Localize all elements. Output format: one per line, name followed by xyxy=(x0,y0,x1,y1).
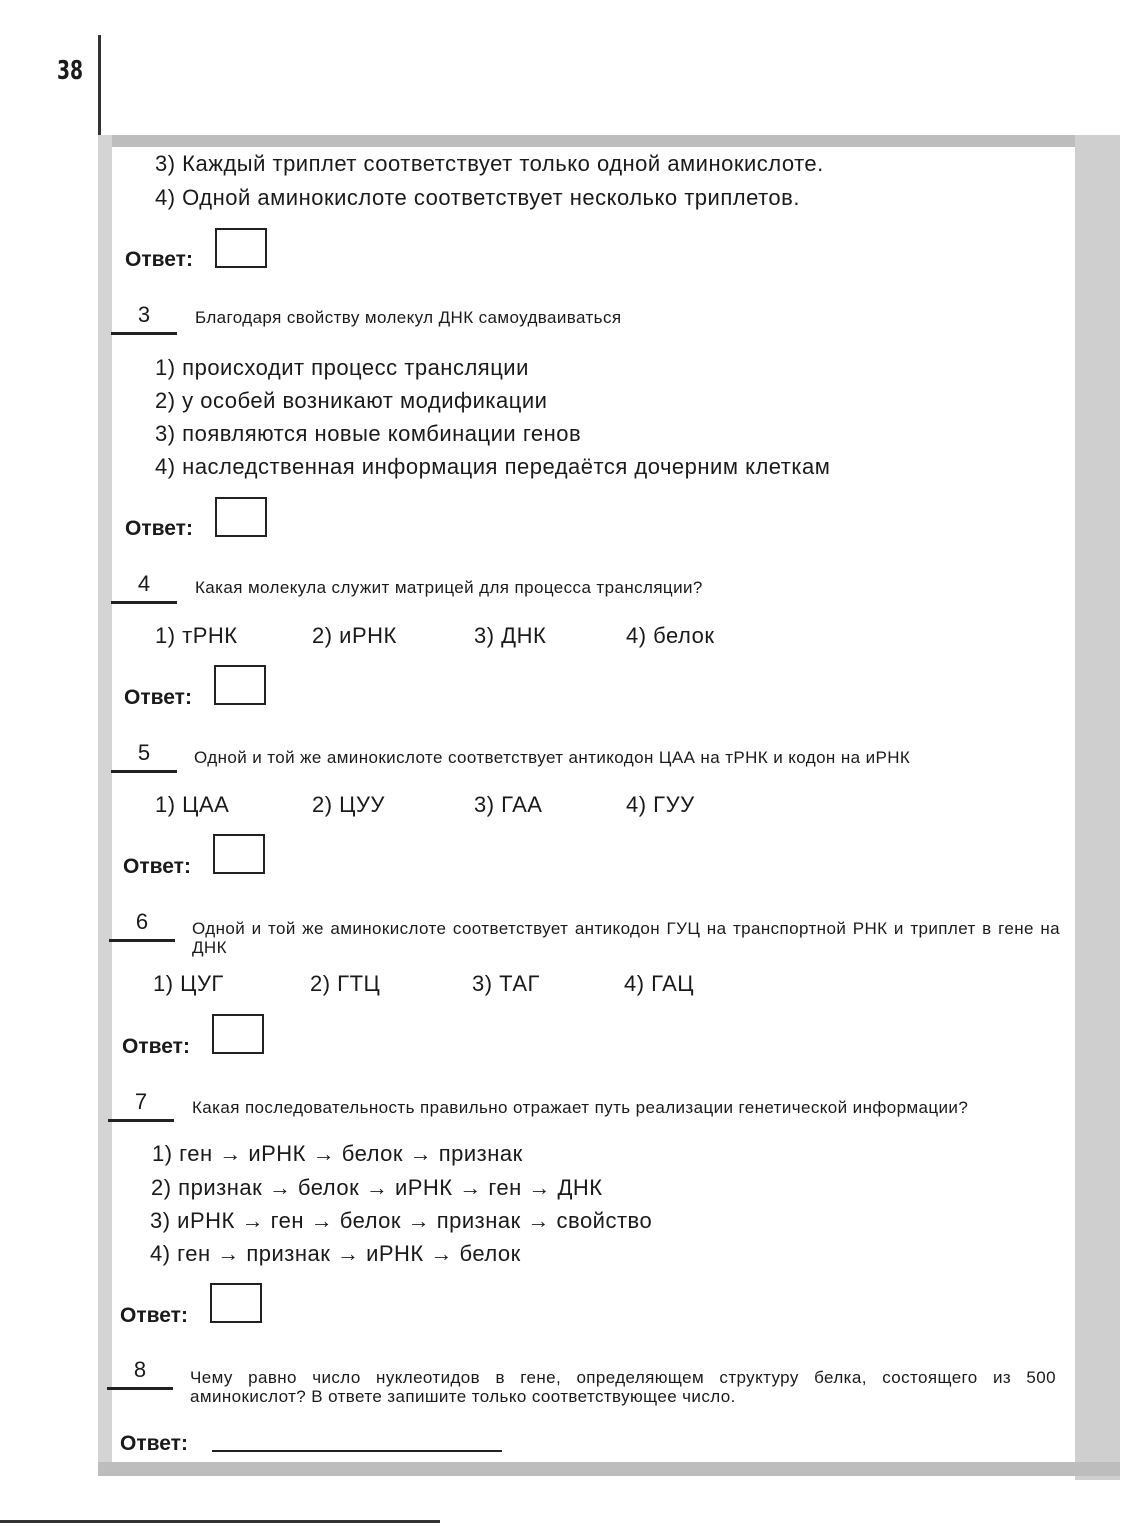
answer-label: Ответ: xyxy=(124,686,192,709)
question-text-5: Одной и той же аминокислоте соответствует антикодон ЦАА на тРНК и кодон на иРНК xyxy=(194,748,911,767)
q5-option-3: 3) ГАА xyxy=(474,792,543,817)
question-number-7: 7 xyxy=(134,1089,148,1114)
answer-line-8[interactable] xyxy=(212,1450,502,1452)
question-rule-3 xyxy=(111,332,177,335)
question-text-7: Какая последовательность правильно отражает путь реализации генетической информации? xyxy=(192,1098,969,1117)
question-number-4: 4 xyxy=(137,571,151,596)
q5-option-4: 4) ГУУ xyxy=(626,792,695,817)
q6-option-2: 2) ГТЦ xyxy=(310,971,381,996)
question-text-4: Какая молекула служит матрицей для процесса трансляции? xyxy=(195,578,703,597)
question-number-5: 5 xyxy=(137,740,151,765)
bottom-rule xyxy=(0,1520,440,1523)
q6-option-1: 1) ЦУГ xyxy=(153,971,224,996)
prev-option-4: 4) Одной аминокислоте соответствует несколько триплетов. xyxy=(155,185,800,210)
answer-box-5[interactable] xyxy=(213,834,265,874)
question-rule-8 xyxy=(107,1387,173,1390)
q7-option-4: 4) ген → признак → иРНК → белок xyxy=(150,1241,521,1266)
margin-rule xyxy=(98,35,101,135)
answer-label: Ответ: xyxy=(120,1432,188,1455)
frame-top xyxy=(98,135,1120,147)
answer-box-7[interactable] xyxy=(210,1283,262,1323)
question-number-6: 6 xyxy=(135,909,149,934)
q4-option-3: 3) ДНК xyxy=(474,623,547,648)
q7-option-3: 3) иРНК → ген → белок → признак → свойство xyxy=(150,1208,653,1233)
answer-box-4[interactable] xyxy=(214,665,266,705)
answer-label: Ответ: xyxy=(122,1035,190,1058)
q7-option-2: 2) признак → белок → иРНК → ген → ДНК xyxy=(151,1175,603,1200)
answer-label: Ответ: xyxy=(120,1304,188,1327)
page-number: 38 xyxy=(57,56,84,86)
q4-option-1: 1) тРНК xyxy=(155,623,238,648)
question-number-3: 3 xyxy=(137,302,151,327)
question-rule-5 xyxy=(111,770,177,773)
q6-option-4: 4) ГАЦ xyxy=(624,971,695,996)
q4-option-2: 2) иРНК xyxy=(312,623,397,648)
q5-option-2: 2) ЦУУ xyxy=(312,792,385,817)
frame-right xyxy=(1075,135,1120,1480)
frame-bottom xyxy=(98,1462,1120,1476)
q3-option-4: 4) наследственная информация передаётся дочерним клеткам xyxy=(155,454,831,479)
answer-box-3[interactable] xyxy=(215,497,267,537)
question-text-6: Одной и той же аминокислоте соответствует антикодон ГУЦ на транспортной РНК и триплет в гене на ДНК xyxy=(192,919,1060,957)
q3-option-2: 2) у особей возникают модификации xyxy=(155,388,548,413)
answer-label: Ответ: xyxy=(125,517,193,540)
answer-box-6[interactable] xyxy=(212,1014,264,1054)
question-text-3: Благодаря свойству молекул ДНК самоудваиваться xyxy=(195,308,622,327)
question-rule-7 xyxy=(108,1119,174,1122)
question-text-8: Чему равно число нуклеотидов в гене, определяющем структуру белка, состоящего из 500 аминокислот? В ответе запишите только соответствующее число. xyxy=(190,1368,1056,1406)
question-rule-6 xyxy=(109,939,175,942)
answer-box-2[interactable] xyxy=(215,228,267,268)
question-rule-4 xyxy=(111,601,177,604)
answer-label: Ответ: xyxy=(125,248,193,271)
q3-option-1: 1) происходит процесс трансляции xyxy=(155,355,529,380)
answer-label: Ответ: xyxy=(123,855,191,878)
q4-option-4: 4) белок xyxy=(626,623,715,648)
q3-option-3: 3) появляются новые комбинации генов xyxy=(155,421,582,446)
question-number-8: 8 xyxy=(133,1357,147,1382)
q5-option-1: 1) ЦАА xyxy=(155,792,230,817)
prev-option-3: 3) Каждый триплет соответствует только одной аминокислоте. xyxy=(155,151,824,176)
q6-option-3: 3) ТАГ xyxy=(472,971,540,996)
q7-option-1: 1) ген → иРНК → белок → признак xyxy=(152,1141,523,1166)
frame-left xyxy=(98,135,112,1475)
